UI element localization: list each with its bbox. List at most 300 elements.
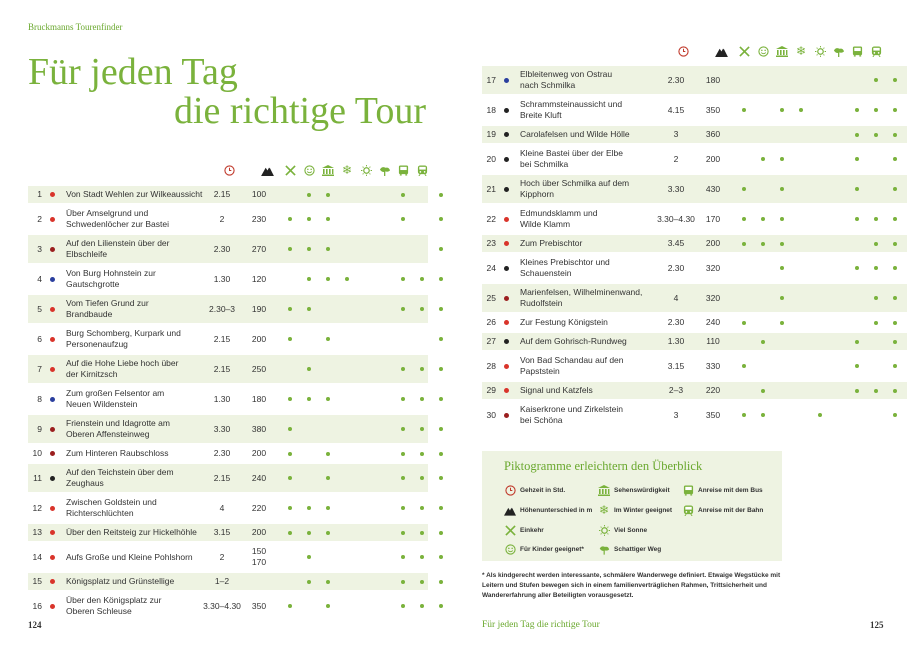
feature-dot <box>855 157 859 161</box>
tour-elevation: 380 <box>251 423 267 434</box>
difficulty-marker <box>48 524 56 541</box>
feature-cell <box>343 355 351 383</box>
tour-name: Zum großen Felsentor am Neuen Wildenstein <box>66 388 165 409</box>
feature-cell <box>324 325 332 353</box>
feature-cell <box>816 314 824 331</box>
feature-cell <box>380 543 388 571</box>
difficulty-dot <box>504 339 509 344</box>
feature-cell <box>418 592 426 620</box>
feature-dot <box>893 296 897 300</box>
tour-row <box>482 96 907 124</box>
feature-cell <box>286 325 294 353</box>
feature-cell <box>759 145 767 173</box>
tour-row <box>482 333 907 350</box>
tour-elevation: 200 <box>251 448 267 458</box>
tour-name: Kleine Bastei über der Elbe bei Schmilka <box>520 148 624 169</box>
difficulty-marker <box>48 295 56 323</box>
feature-cell <box>437 265 445 293</box>
feature-dot <box>326 531 330 535</box>
feature-dot <box>307 367 311 371</box>
feature-cell <box>891 401 899 429</box>
feature-dot <box>893 266 897 270</box>
difficulty-marker <box>502 126 510 143</box>
tour-number: 15 <box>32 576 42 586</box>
legend-item <box>682 484 763 496</box>
difficulty-dot <box>504 413 509 418</box>
tour-elevation: 110 <box>706 336 720 346</box>
feature-cell <box>797 175 805 203</box>
feature-cell <box>362 265 370 293</box>
difficulty-dot <box>504 78 509 83</box>
legend-item <box>598 504 672 516</box>
difficulty-dot <box>504 132 509 137</box>
feature-cell <box>286 415 294 443</box>
difficulty-marker <box>502 401 510 429</box>
feature-cell <box>853 235 861 252</box>
feature-cell <box>797 254 805 282</box>
feature-cell <box>380 355 388 383</box>
feature-cell <box>286 445 294 462</box>
legend-item <box>504 484 565 496</box>
feature-dot <box>893 108 897 112</box>
clock-icon <box>676 44 690 58</box>
feature-dot <box>780 217 784 221</box>
difficulty-marker <box>502 352 510 380</box>
difficulty-marker <box>48 543 56 571</box>
feature-cell <box>362 464 370 492</box>
feature-cell <box>778 126 786 143</box>
feature-dot <box>893 187 897 191</box>
feature-cell <box>380 295 388 323</box>
tour-duration: 3.30–4.30 <box>657 213 695 224</box>
tour-row <box>28 445 428 462</box>
feature-dot <box>874 296 878 300</box>
legend-item <box>598 543 661 555</box>
feature-cell <box>437 592 445 620</box>
feature-cell <box>380 494 388 522</box>
feature-dot <box>439 307 443 311</box>
feature-dot <box>420 604 424 608</box>
feature-cell <box>797 352 805 380</box>
feature-dot <box>439 367 443 371</box>
feature-cell <box>362 325 370 353</box>
feature-cell <box>324 355 332 383</box>
feature-dot <box>893 340 897 344</box>
feature-dot <box>401 580 405 584</box>
feature-cell <box>834 254 842 282</box>
feature-cell <box>286 205 294 233</box>
legend-label: Anreise mit dem Bus <box>698 486 763 494</box>
column-icons-right <box>482 44 907 60</box>
tour-elevation: 240 <box>705 317 721 327</box>
tour-row <box>28 385 428 413</box>
bus-icon <box>850 44 864 58</box>
feature-dot <box>893 364 897 368</box>
tour-elevation: 180 <box>705 74 721 85</box>
feature-cell <box>740 96 748 124</box>
feature-cell <box>305 235 313 263</box>
difficulty-dot <box>50 247 55 252</box>
difficulty-dot <box>50 192 55 197</box>
feature-cell <box>324 445 332 462</box>
feature-cell <box>816 145 824 173</box>
footnote: * Als kindgerecht werden interessante, schmälere Wanderwege definiert. Etwaige Wegstücke mit Leitern und Stufen bewegen sich in einem familienverträglichen Rahmen, Trittsicherheit und Wandererfahrung aller Beteiligten vorausgesetzt. <box>482 572 781 599</box>
tour-row <box>28 325 428 353</box>
difficulty-marker <box>48 235 56 263</box>
pictogram-legend <box>482 451 782 561</box>
feature-cell <box>305 205 313 233</box>
feature-cell <box>834 333 842 350</box>
feature-cell <box>437 205 445 233</box>
feature-cell <box>380 385 388 413</box>
feature-dot <box>307 193 311 197</box>
tour-duration: 4 <box>219 502 225 513</box>
feature-cell <box>797 382 805 399</box>
feature-dot <box>326 397 330 401</box>
tour-number: 27 <box>486 336 496 346</box>
page-title-line-1: Für jeden Tag <box>28 51 238 93</box>
tree-icon <box>831 44 845 58</box>
tour-elevation: 350 <box>705 104 721 115</box>
feature-dot <box>761 413 765 417</box>
feature-cell <box>740 333 748 350</box>
tour-elevation: 320 <box>705 262 721 273</box>
legend-title: Piktogramme erleichtern den Überblick <box>504 459 703 473</box>
feature-cell <box>740 126 748 143</box>
feature-cell <box>343 573 351 590</box>
tour-row <box>482 66 907 94</box>
tour-row <box>482 352 907 380</box>
feature-cell <box>437 464 445 492</box>
tour-number: 2 <box>37 213 42 224</box>
feature-dot <box>288 452 292 456</box>
sun-icon <box>598 524 610 536</box>
feature-dot <box>893 389 897 393</box>
snowflake-icon: ❄ <box>795 44 807 58</box>
difficulty-marker <box>502 235 510 252</box>
legend-label: Sehenswürdigkeit <box>614 486 670 494</box>
feature-cell <box>305 592 313 620</box>
feature-dot <box>874 321 878 325</box>
tour-duration: 2 <box>219 213 225 224</box>
feature-cell <box>891 96 899 124</box>
difficulty-marker <box>502 175 510 203</box>
feature-dot <box>401 397 405 401</box>
feature-dot <box>439 555 443 559</box>
feature-cell <box>759 66 767 94</box>
tour-duration: 2 <box>219 551 225 562</box>
feature-cell <box>778 401 786 429</box>
legend-label: Schattiger Weg <box>614 545 662 553</box>
feature-dot <box>326 506 330 510</box>
feature-cell <box>399 205 407 233</box>
difficulty-marker <box>502 284 510 312</box>
feature-cell <box>872 145 880 173</box>
feature-cell <box>816 401 824 429</box>
feature-cell <box>343 295 351 323</box>
feature-cell <box>816 96 824 124</box>
feature-cell <box>437 445 445 462</box>
tour-elevation: 120 <box>251 273 267 284</box>
feature-cell <box>872 352 880 380</box>
tour-row <box>28 524 428 541</box>
cutlery-icon <box>283 163 297 177</box>
feature-dot <box>401 452 405 456</box>
feature-cell <box>418 355 426 383</box>
feature-cell <box>872 175 880 203</box>
feature-cell <box>816 284 824 312</box>
tour-elevation: 320 <box>705 292 721 303</box>
tour-duration: 2 <box>673 153 679 164</box>
difficulty-dot <box>504 241 509 246</box>
tour-duration: 2.15 <box>213 363 231 374</box>
smiley-icon <box>504 543 516 555</box>
feature-dot <box>326 247 330 251</box>
feature-dot <box>742 413 746 417</box>
feature-cell <box>305 385 313 413</box>
feature-cell <box>399 573 407 590</box>
feature-cell <box>418 543 426 571</box>
feature-cell <box>778 235 786 252</box>
right-page <box>455 0 910 648</box>
feature-cell <box>872 126 880 143</box>
feature-cell <box>286 494 294 522</box>
tour-row <box>28 592 428 620</box>
feature-cell <box>362 355 370 383</box>
feature-cell <box>834 352 842 380</box>
feature-cell <box>343 494 351 522</box>
difficulty-dot <box>504 157 509 162</box>
feature-dot <box>288 217 292 221</box>
tour-number: 1 <box>37 189 42 199</box>
difficulty-dot <box>50 451 55 456</box>
difficulty-marker <box>48 464 56 492</box>
feature-cell <box>891 126 899 143</box>
tour-name: Schrammsteinaussicht und Breite Kluft <box>520 99 623 120</box>
feature-dot <box>855 133 859 137</box>
difficulty-dot <box>50 277 55 282</box>
tour-duration: 3.45 <box>667 238 685 248</box>
feature-dot <box>874 266 878 270</box>
tour-elevation: 190 <box>251 303 267 314</box>
tour-number: 25 <box>486 292 496 303</box>
feature-dot <box>855 217 859 221</box>
feature-cell <box>834 314 842 331</box>
tour-duration: 3.30 <box>213 423 231 434</box>
feature-dot <box>893 321 897 325</box>
difficulty-marker <box>48 494 56 522</box>
clock-icon <box>222 163 236 177</box>
feature-cell <box>778 205 786 233</box>
feature-cell <box>437 543 445 571</box>
feature-dot <box>855 108 859 112</box>
feature-cell <box>834 66 842 94</box>
feature-cell <box>834 382 842 399</box>
tour-duration: 2.30 <box>667 74 685 85</box>
tree-icon <box>377 163 391 177</box>
feature-cell <box>362 543 370 571</box>
feature-dot <box>326 217 330 221</box>
feature-cell <box>872 205 880 233</box>
tour-number: 22 <box>486 213 496 224</box>
tour-name: Carolafelsen und Wilde Hölle <box>520 129 630 139</box>
feature-dot <box>420 397 424 401</box>
feature-dot <box>288 247 292 251</box>
feature-cell <box>834 401 842 429</box>
feature-cell <box>399 385 407 413</box>
feature-cell <box>343 592 351 620</box>
feature-dot <box>401 476 405 480</box>
difficulty-dot <box>50 579 55 584</box>
feature-cell <box>834 175 842 203</box>
feature-dot <box>288 307 292 311</box>
feature-cell <box>380 445 388 462</box>
feature-dot <box>439 506 443 510</box>
feature-cell <box>872 314 880 331</box>
legend-label: Gehzeit in Std. <box>520 486 566 494</box>
feature-cell <box>759 314 767 331</box>
feature-cell <box>380 265 388 293</box>
tour-number: 13 <box>32 527 42 537</box>
tour-row <box>482 314 907 331</box>
feature-cell <box>853 401 861 429</box>
feature-cell <box>399 265 407 293</box>
legend-label: Im Winter geeignet <box>614 506 673 514</box>
difficulty-marker <box>502 96 510 124</box>
feature-cell <box>759 352 767 380</box>
feature-cell <box>816 382 824 399</box>
feature-dot <box>326 452 330 456</box>
tour-elevation: 200 <box>705 153 721 164</box>
tour-row <box>28 235 428 263</box>
feature-cell <box>872 254 880 282</box>
feature-dot <box>855 364 859 368</box>
feature-cell <box>759 235 767 252</box>
feature-cell <box>834 284 842 312</box>
feature-cell <box>380 415 388 443</box>
feature-cell <box>853 175 861 203</box>
feature-cell <box>286 235 294 263</box>
feature-dot <box>326 337 330 341</box>
feature-cell <box>437 494 445 522</box>
tour-name: Kleines Prebischtor und Schauenstein <box>520 257 610 278</box>
feature-dot <box>420 452 424 456</box>
tour-row <box>28 265 428 293</box>
tour-number: 4 <box>37 273 42 284</box>
tour-name: Auf dem Gohrisch-Rundweg <box>520 336 627 346</box>
feature-dot <box>799 108 803 112</box>
feature-dot <box>439 277 443 281</box>
feature-cell <box>399 235 407 263</box>
tour-elevation: 330 <box>705 360 721 371</box>
feature-cell <box>324 186 332 203</box>
page-number-left: 124 <box>28 620 42 630</box>
feature-cell <box>834 235 842 252</box>
tour-name: Königsplatz und Grünstellige <box>66 576 175 586</box>
feature-cell <box>305 494 313 522</box>
tour-duration: 1.30 <box>213 273 231 284</box>
tour-duration: 1.30 <box>667 336 685 346</box>
feature-cell <box>834 145 842 173</box>
tour-row <box>28 464 428 492</box>
difficulty-dot <box>50 506 55 511</box>
feature-cell <box>834 96 842 124</box>
feature-cell <box>891 314 899 331</box>
feature-cell <box>797 126 805 143</box>
feature-cell <box>343 235 351 263</box>
difficulty-dot <box>50 530 55 535</box>
tour-row <box>482 126 907 143</box>
feature-cell <box>834 126 842 143</box>
smiley-icon <box>756 44 770 58</box>
feature-cell <box>816 205 824 233</box>
feature-cell <box>759 96 767 124</box>
feature-cell <box>740 284 748 312</box>
feature-cell <box>418 494 426 522</box>
tour-name: Über Amselgrund und Schwedenlöcher zur Bastei <box>66 208 170 229</box>
tour-row <box>28 573 428 590</box>
legend-item <box>598 524 647 536</box>
feature-cell <box>891 382 899 399</box>
feature-dot <box>439 397 443 401</box>
tour-number: 29 <box>486 385 496 395</box>
feature-dot <box>780 321 784 325</box>
feature-cell <box>324 524 332 541</box>
feature-cell <box>437 186 445 203</box>
difficulty-marker <box>48 355 56 383</box>
feature-cell <box>816 254 824 282</box>
feature-cell <box>778 145 786 173</box>
feature-dot <box>761 389 765 393</box>
tour-duration: 2.30 <box>213 243 231 254</box>
tour-row <box>28 543 428 571</box>
tour-number: 5 <box>37 303 42 314</box>
feature-dot <box>439 193 443 197</box>
feature-dot <box>742 187 746 191</box>
feature-dot <box>893 217 897 221</box>
feature-cell <box>362 524 370 541</box>
feature-cell <box>343 543 351 571</box>
feature-cell <box>362 186 370 203</box>
difficulty-dot <box>504 187 509 192</box>
feature-cell <box>891 205 899 233</box>
feature-cell <box>437 325 445 353</box>
feature-dot <box>288 337 292 341</box>
feature-cell <box>324 235 332 263</box>
feature-cell <box>891 333 899 350</box>
tour-row <box>482 254 907 282</box>
feature-dot <box>420 531 424 535</box>
tour-name: Edmundsklamm und Wilde Klamm <box>520 208 598 229</box>
tour-number: 11 <box>33 472 42 483</box>
feature-dot <box>874 78 878 82</box>
feature-cell <box>305 445 313 462</box>
feature-dot <box>439 427 443 431</box>
feature-cell <box>362 592 370 620</box>
feature-cell <box>740 352 748 380</box>
tour-number: 16 <box>32 600 42 611</box>
feature-dot <box>893 157 897 161</box>
legend-item <box>504 524 544 536</box>
feature-dot <box>761 217 765 221</box>
feature-dot <box>780 242 784 246</box>
feature-cell <box>305 543 313 571</box>
difficulty-dot <box>504 266 509 271</box>
feature-cell <box>399 543 407 571</box>
temple-icon <box>321 163 335 177</box>
feature-cell <box>853 382 861 399</box>
feature-cell <box>343 464 351 492</box>
